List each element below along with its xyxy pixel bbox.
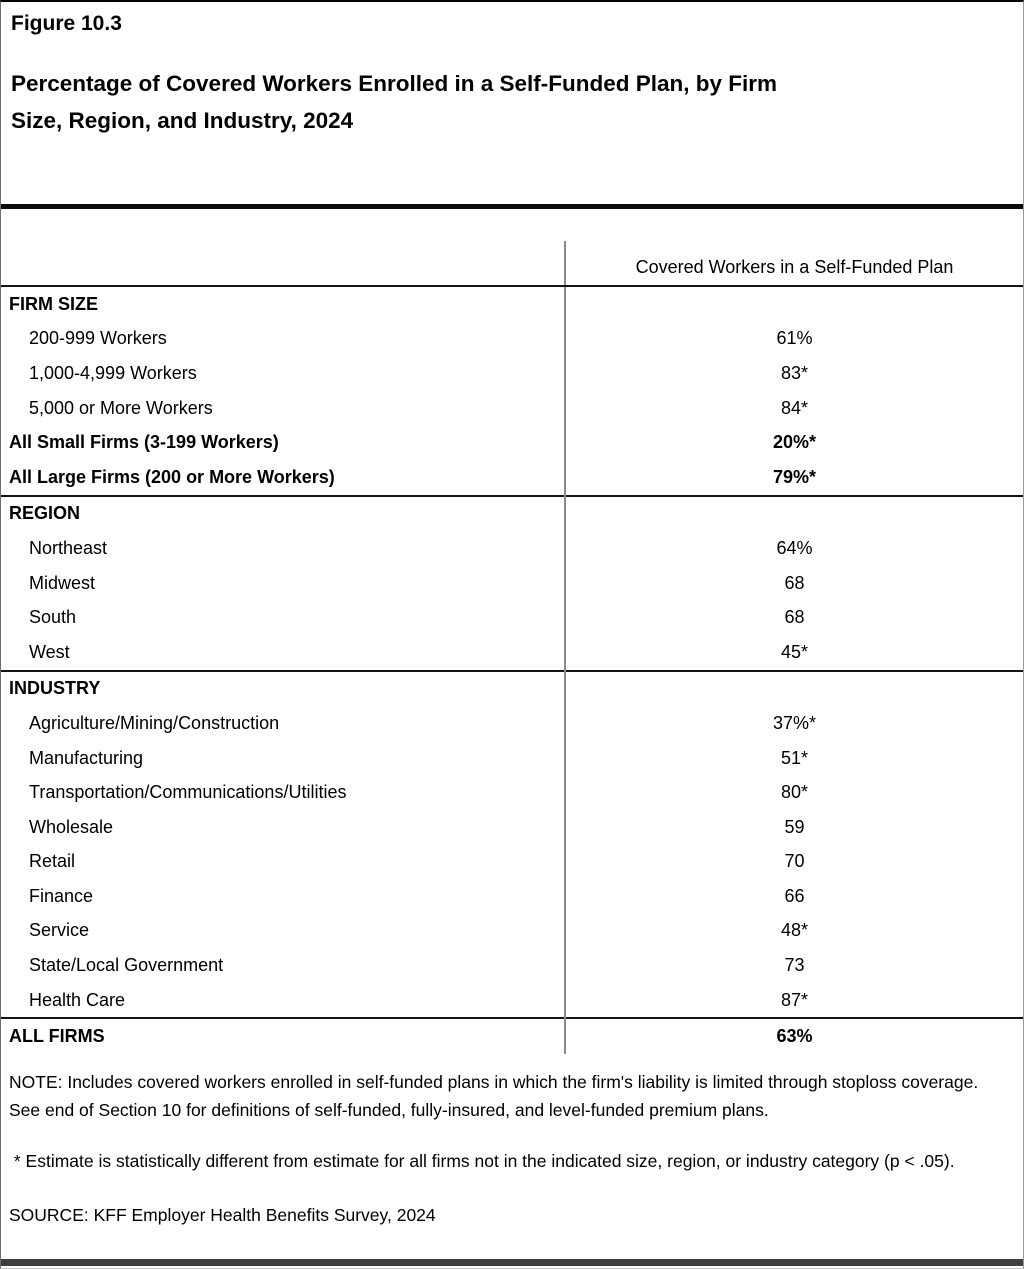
row-region-section bbox=[1, 496, 1023, 532]
row-retail bbox=[1, 845, 1023, 880]
row-west bbox=[1, 635, 1023, 671]
row-value bbox=[565, 496, 1023, 532]
row-label: ALL FIRMS bbox=[1, 1018, 565, 1054]
row-value bbox=[565, 286, 1023, 322]
row-value: 68 bbox=[565, 566, 1023, 601]
row-label: 1,000-4,999 Workers bbox=[29, 362, 197, 383]
row-value: 66 bbox=[565, 879, 1023, 914]
row-all-large-firms bbox=[1, 460, 1023, 496]
row-label: State/Local Government bbox=[29, 955, 224, 976]
row-label: Transportation/Communications/Utilities bbox=[29, 782, 347, 803]
figure-header bbox=[1, 11, 1023, 204]
row-transportation-communications-utilities bbox=[1, 775, 1023, 810]
row-value: 79%* bbox=[565, 460, 1023, 496]
figure-notes bbox=[1, 1054, 1023, 1229]
row-1000-4999-workers bbox=[1, 356, 1023, 391]
row-agriculture-mining-construction bbox=[1, 706, 1023, 741]
row-midwest bbox=[1, 566, 1023, 601]
row-200-999-workers bbox=[1, 322, 1023, 357]
row-all-firms bbox=[1, 1018, 1023, 1054]
source-text: SOURCE: KFF Employer Health Benefits Survey, 2024 bbox=[9, 1205, 436, 1226]
figure-number: Figure 10.3 bbox=[11, 12, 122, 35]
figure-title-line-2: Size, Region, and Industry, 2024 bbox=[11, 108, 354, 133]
row-wholesale bbox=[1, 810, 1023, 845]
row-value: 84* bbox=[565, 391, 1023, 426]
table-top-spacer bbox=[1, 209, 1023, 241]
row-industry-section bbox=[1, 671, 1023, 707]
row-value bbox=[565, 671, 1023, 707]
row-label: 5,000 or More Workers bbox=[29, 397, 213, 418]
row-5000-or-more-workers bbox=[1, 391, 1023, 426]
figure-title bbox=[11, 65, 1011, 139]
figure-title-line-1: Percentage of Covered Workers Enrolled in a Self-Funded Plan, by Firm bbox=[11, 71, 778, 96]
row-label: All Small Firms (3-199 Workers) bbox=[9, 432, 279, 453]
row-value: 48* bbox=[565, 914, 1023, 949]
row-state-local-government bbox=[1, 948, 1023, 983]
row-label: Finance bbox=[29, 885, 94, 906]
row-service bbox=[1, 914, 1023, 949]
footnote-text: * Estimate is statistically different from estimate for all firms not in the indicated size, region, or industry category (p < .05). bbox=[9, 1151, 955, 1172]
table-header-row bbox=[1, 241, 1023, 286]
row-value: 83* bbox=[565, 356, 1023, 391]
row-value: 51* bbox=[565, 741, 1023, 776]
row-all-small-firms bbox=[1, 425, 1023, 460]
row-label: Wholesale bbox=[29, 816, 114, 837]
row-finance bbox=[1, 879, 1023, 914]
row-label: INDUSTRY bbox=[1, 671, 565, 707]
row-manufacturing bbox=[1, 741, 1023, 776]
row-label: Midwest bbox=[29, 572, 96, 593]
row-label: Health Care bbox=[29, 989, 126, 1010]
row-value: 63% bbox=[565, 1018, 1023, 1054]
note-text: NOTE: Includes covered workers enrolled in self-funded plans in which the firm's liability is limited through stoploss coverage. See end of Section 10 for definitions of self-funded, fully-insured, and level-funded premium plans. bbox=[9, 1072, 979, 1121]
row-health-care bbox=[1, 983, 1023, 1019]
row-label: REGION bbox=[1, 496, 565, 532]
empty-header-cell bbox=[1, 241, 565, 286]
row-label: West bbox=[29, 641, 70, 662]
row-value: 64% bbox=[565, 531, 1023, 566]
row-south bbox=[1, 600, 1023, 635]
row-value: 59 bbox=[565, 810, 1023, 845]
row-label: Manufacturing bbox=[29, 747, 144, 768]
row-label: Northeast bbox=[29, 537, 108, 558]
self-funded-plan-table bbox=[1, 241, 1023, 1054]
row-label: South bbox=[29, 607, 77, 628]
row-value: 45* bbox=[565, 635, 1023, 671]
row-value: 70 bbox=[565, 845, 1023, 880]
row-value: 80* bbox=[565, 775, 1023, 810]
row-label: FIRM SIZE bbox=[9, 293, 98, 314]
row-label: All Large Firms (200 or More Workers) bbox=[9, 466, 335, 487]
row-firm-size-section bbox=[1, 286, 1023, 322]
row-value: 73 bbox=[565, 948, 1023, 983]
row-label: Retail bbox=[29, 851, 76, 872]
row-value: 61% bbox=[565, 322, 1023, 357]
bottom-rule-bar bbox=[1, 1259, 1023, 1266]
row-value: 87* bbox=[565, 983, 1023, 1019]
row-label: Agriculture/Mining/Construction bbox=[29, 712, 280, 733]
row-label: Service bbox=[29, 920, 90, 941]
row-value: 68 bbox=[565, 600, 1023, 635]
row-label: 200-999 Workers bbox=[29, 328, 167, 349]
row-northeast bbox=[1, 531, 1023, 566]
row-value: 37%* bbox=[565, 706, 1023, 741]
column-header-covered-workers: Covered Workers in a Self-Funded Plan bbox=[565, 241, 1023, 286]
row-value: 20%* bbox=[565, 425, 1023, 460]
